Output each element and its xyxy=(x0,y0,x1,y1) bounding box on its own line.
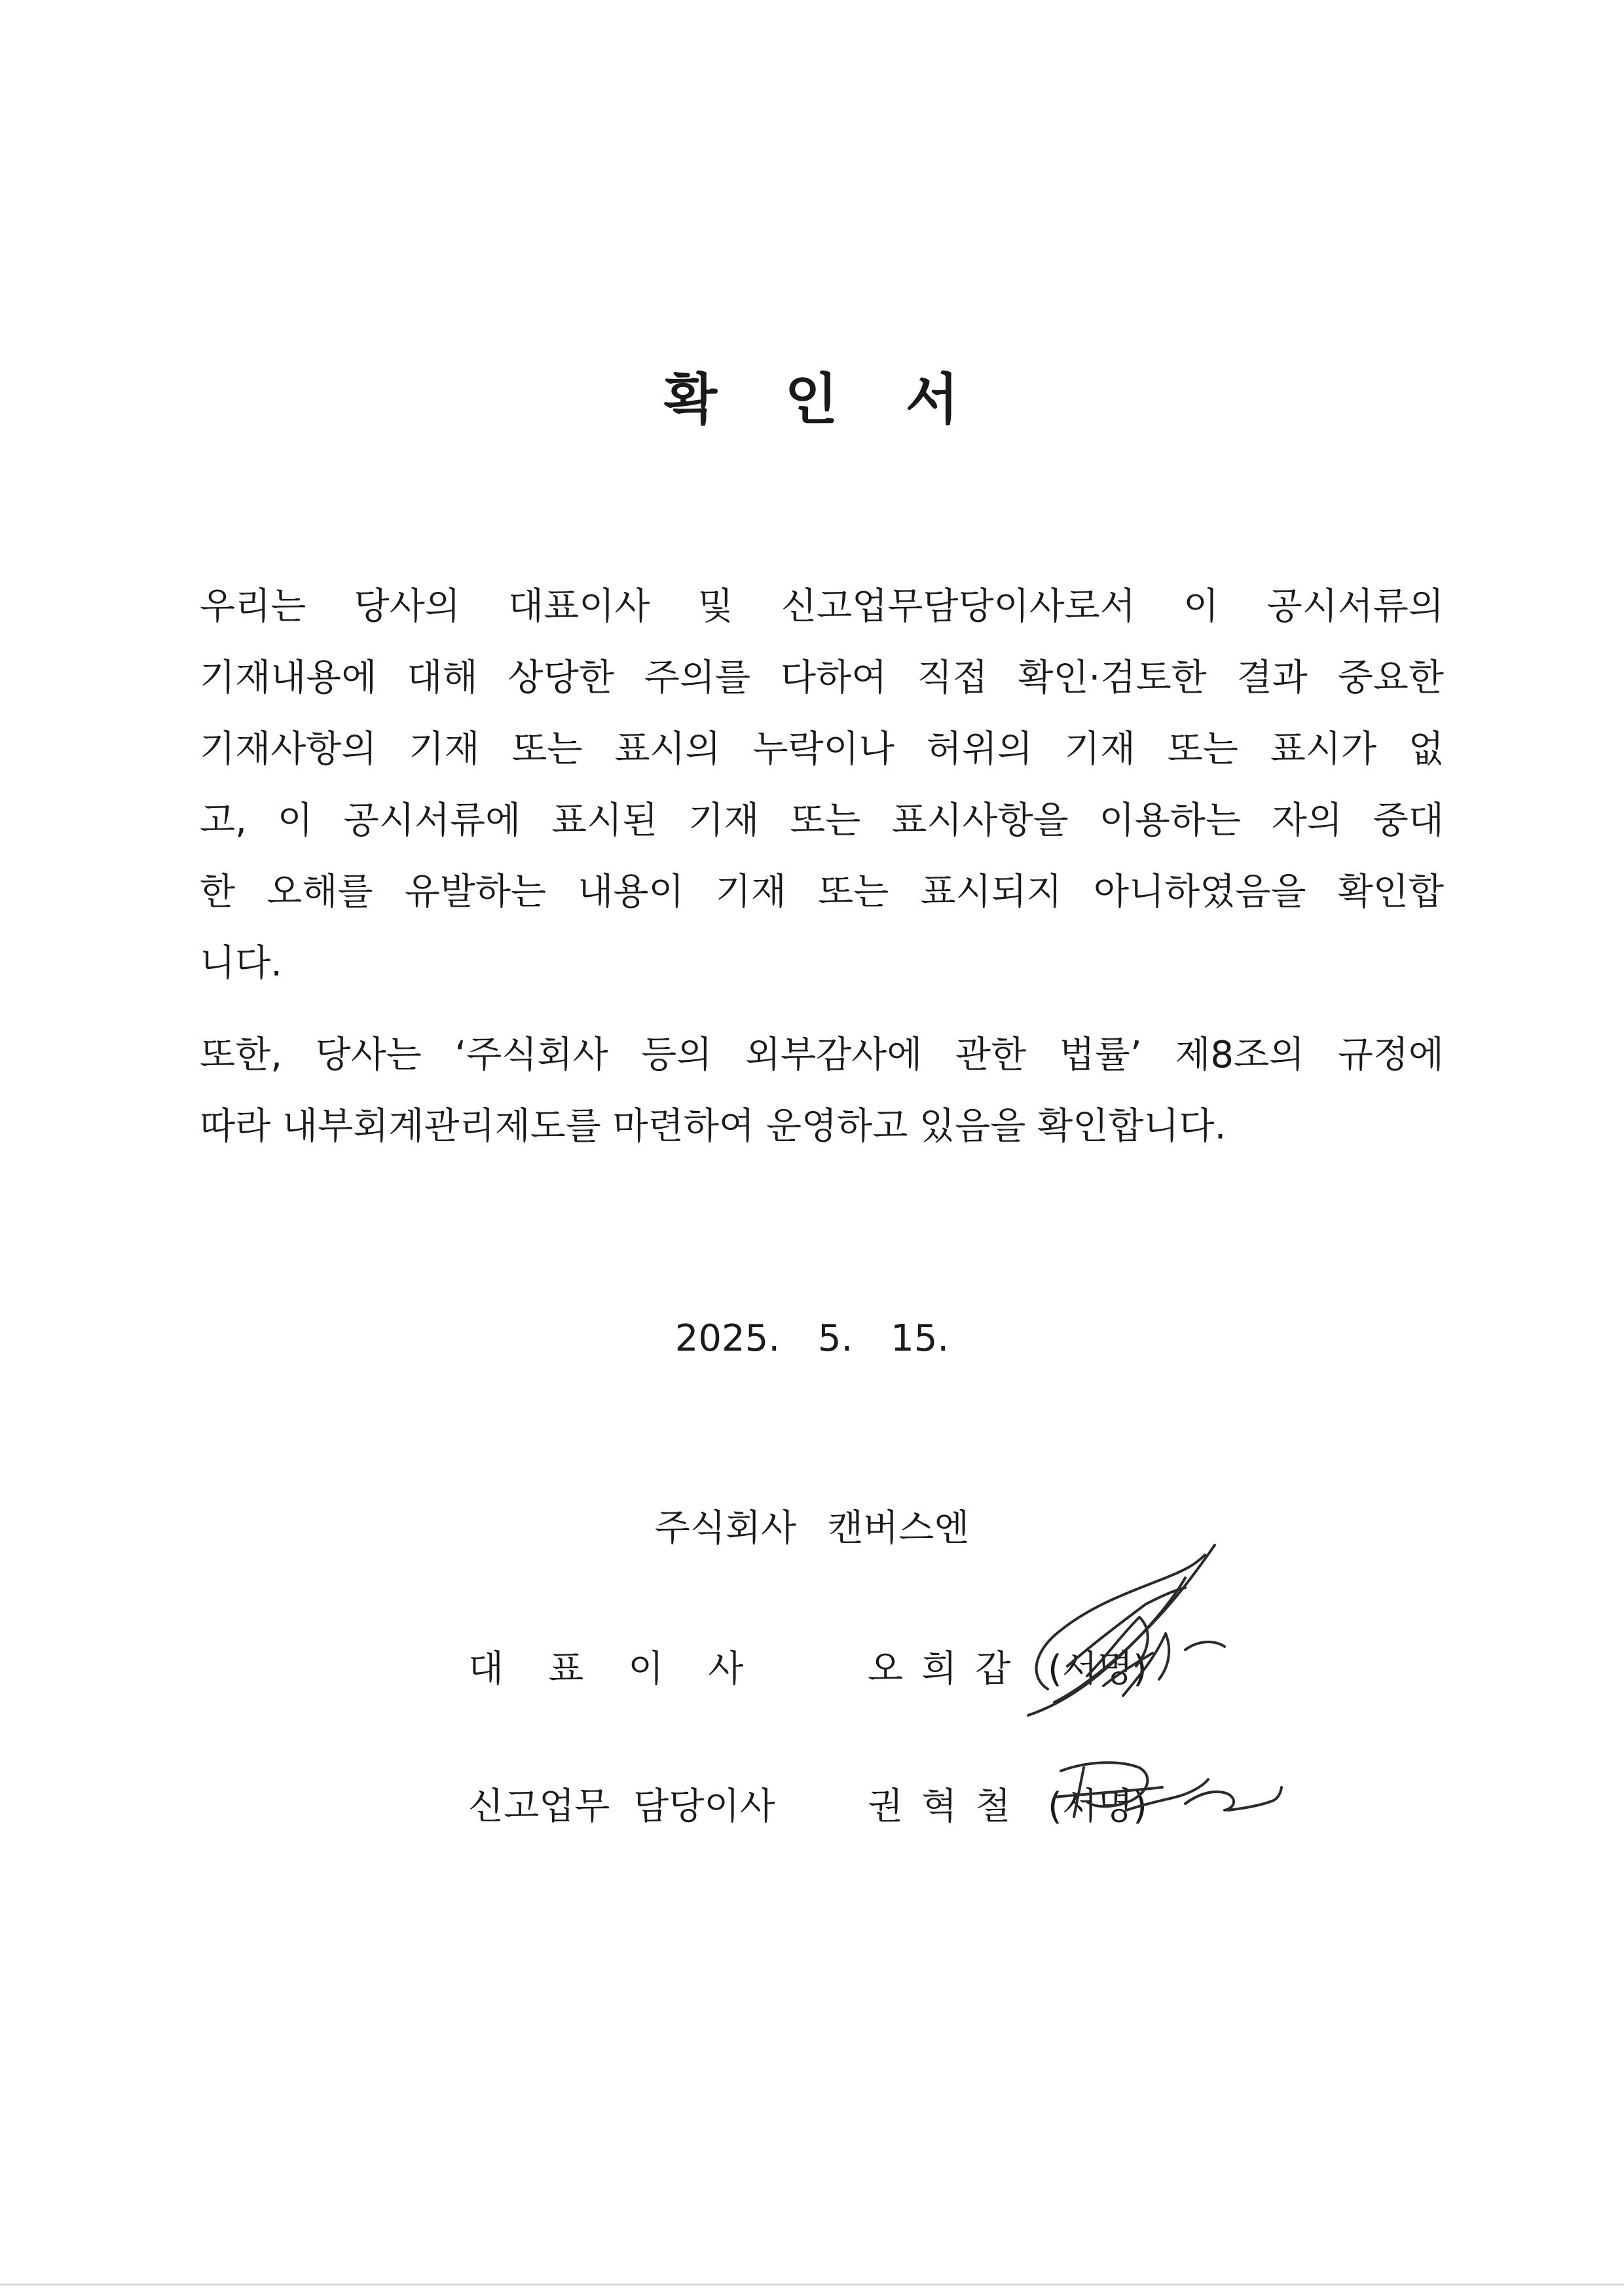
signatory-role: 대표이사 xyxy=(468,1648,788,1690)
internal-control-paragraph xyxy=(200,1019,1444,1162)
paragraph-line: 우리는 당사의 대표이사 및 신고업무담당이사로서 이 공시서류의 xyxy=(200,585,1444,628)
paragraph-line: 따라 내부회계관리제도를 마련하여 운영하고 있음을 확인합니다. xyxy=(200,1105,1227,1148)
paragraph-line: 기재내용에 대해 상당한 주의를 다하여 직접 확인·검토한 결과 중요한 xyxy=(200,657,1444,699)
signature-mark-label: (서명) xyxy=(1048,1785,1147,1828)
document-date: 2025. 5. 15. xyxy=(674,1317,950,1360)
bottom-edge-line xyxy=(0,2284,1624,2286)
confirmation-paragraph xyxy=(200,571,1444,999)
signature-mark-label: (서명) xyxy=(1048,1648,1147,1690)
signatory-role: 신고업무 담당이사 xyxy=(468,1785,775,1828)
paragraph-line: 기재사항의 기재 또는 표시의 누락이나 허위의 기재 또는 표시가 없 xyxy=(200,728,1444,771)
company-name: 주식회사 캔버스엔 xyxy=(654,1507,970,1550)
paragraph-line: 고, 이 공시서류에 표시된 기재 또는 표시사항을 이용하는 자의 중대 xyxy=(200,799,1444,842)
document-title: 확 인 서 xyxy=(664,367,960,431)
paragraph-line: 또한, 당사는 ‘주식회사 등의 외부감사에 관한 법률’ 제8조의 규정에 xyxy=(200,1034,1444,1076)
signatory-disclosure-officer xyxy=(0,1771,1624,1843)
paragraph-line: 니다. xyxy=(200,942,282,985)
signatory-name: 오희갑 xyxy=(868,1648,1029,1690)
paragraph-line: 한 오해를 유발하는 내용이 기재 또는 표시되지 아니하였음을 확인합 xyxy=(200,871,1444,913)
signatory-ceo xyxy=(0,1633,1624,1705)
signatory-name: 권혁철 xyxy=(868,1785,1029,1828)
